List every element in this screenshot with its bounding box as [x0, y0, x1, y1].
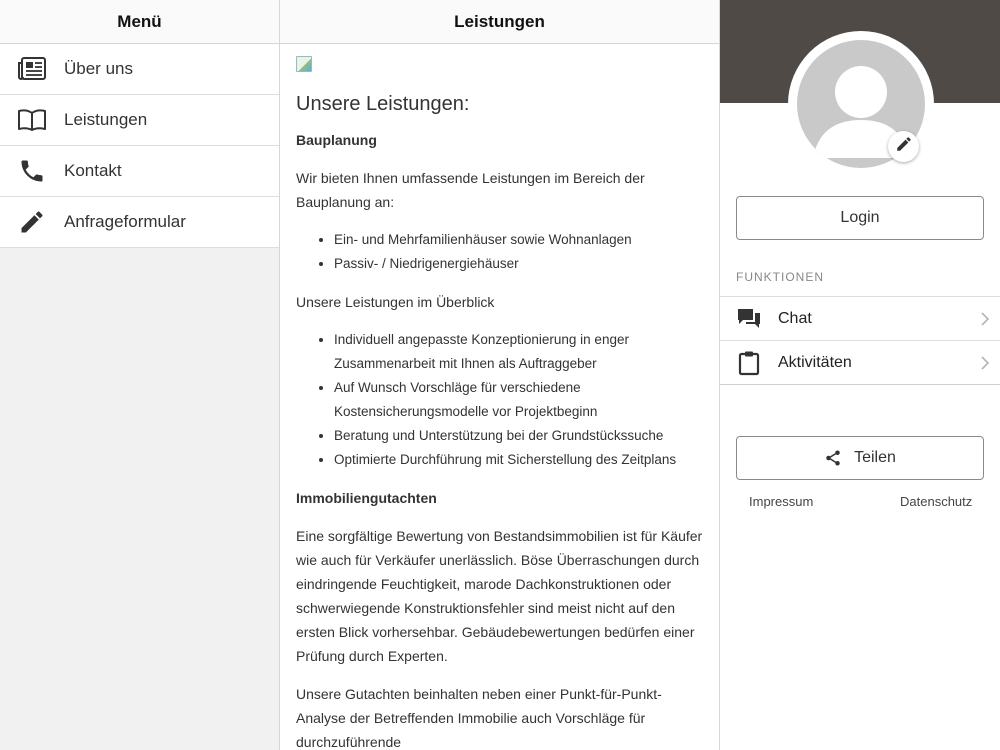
share-label: Teilen [854, 449, 896, 466]
section-title-bauplanung: Bauplanung [296, 132, 377, 148]
chevron-right-icon [970, 355, 1000, 371]
bauplanung-list [334, 228, 703, 276]
open-book-icon [0, 108, 64, 132]
newspaper-icon [0, 56, 64, 82]
menu-item-label: Kontakt [64, 161, 122, 180]
chevron-right-icon [970, 311, 1000, 327]
section-paragraph: Unsere Gutachten beinhalten neben einer Punkt-für-Punkt-Analyse der Betreffenden Immobilie auch Vorschläge für durchzuführende [296, 686, 662, 750]
function-label: Aktivitäten [778, 353, 852, 371]
clipboard-icon [720, 350, 778, 376]
chat-bubbles-icon [720, 307, 778, 331]
function-item-aktivitaeten[interactable] [720, 341, 1000, 385]
function-item-chat[interactable] [720, 297, 1000, 341]
menu-item-ueber-uns[interactable] [0, 44, 279, 95]
pencil-icon [895, 135, 913, 158]
login-button[interactable] [736, 196, 984, 240]
phone-icon [0, 157, 64, 185]
share-button[interactable] [736, 436, 984, 480]
content-heading: Unsere Leistungen: [296, 93, 470, 115]
menu-item-label: Leistungen [64, 110, 148, 129]
impressum-link[interactable]: Impressum [749, 494, 814, 509]
menu-title: Menü [0, 0, 279, 44]
section-intro: Wir bieten Ihnen umfassende Leistungen im Bereich der Bauplanung an: [296, 170, 645, 210]
section-title-immobiliengutachten: Immobiliengutachten [296, 490, 437, 506]
datenschutz-link[interactable]: Datenschutz [900, 494, 973, 509]
list-item: • Ein- und Mehrfamilienhäuser sowie Wohnanlagen [334, 228, 703, 252]
content-panel [280, 0, 720, 750]
menu-item-label: Über uns [64, 59, 133, 78]
list-item: • Beratung und Unterstützung bei der Grundstückssuche [334, 424, 703, 448]
list-item: • Auf Wunsch Vorschläge für verschiedene Kostensicherungsmodelle vor Projektbeginn [334, 376, 703, 424]
login-label: Login [840, 209, 880, 226]
overview-list [334, 328, 703, 472]
section-paragraph: Eine sorgfältige Bewertung von Bestandsimmobilien ist für Käufer wie auch für Verkäufer unerlässlich. Böse Überraschungen durch eindringende Feuchtigkeit, marode Dachkonstruktionen oder schwerwiegende Konstruktionsfehler sind meist nicht auf den ersten Blick vorhersehbar. Gebäudebewertungen bedürfen einer Prüfung durch Experten. [296, 528, 703, 664]
left-menu-panel [0, 0, 280, 750]
menu-list [0, 44, 279, 248]
menu-item-label: Anfrageformular [64, 212, 186, 231]
function-label: Chat [778, 309, 812, 327]
pencil-icon [0, 208, 64, 236]
functions-section-label: FUNKTIONEN [736, 270, 824, 284]
overview-title: Unsere Leistungen im Überblick [296, 294, 495, 310]
list-item: • Passiv- / Niedrigenergiehäuser [334, 252, 703, 276]
list-item: • Optimierte Durchführung mit Sicherstellung des Zeitplans [334, 448, 703, 472]
page-title: Leistungen [280, 0, 719, 44]
functions-list [720, 296, 1000, 385]
menu-item-anfrageformular[interactable] [0, 197, 279, 248]
menu-item-leistungen[interactable] [0, 95, 279, 146]
share-icon [824, 449, 842, 467]
content-body[interactable] [280, 44, 719, 750]
edit-avatar-button[interactable] [888, 131, 919, 162]
list-item: • Individuell angepasste Konzeptionierung in enger Zusammenarbeit mit Ihnen als Auftraggeber [334, 328, 703, 376]
broken-image-icon [296, 56, 312, 72]
menu-item-kontakt[interactable] [0, 146, 279, 197]
